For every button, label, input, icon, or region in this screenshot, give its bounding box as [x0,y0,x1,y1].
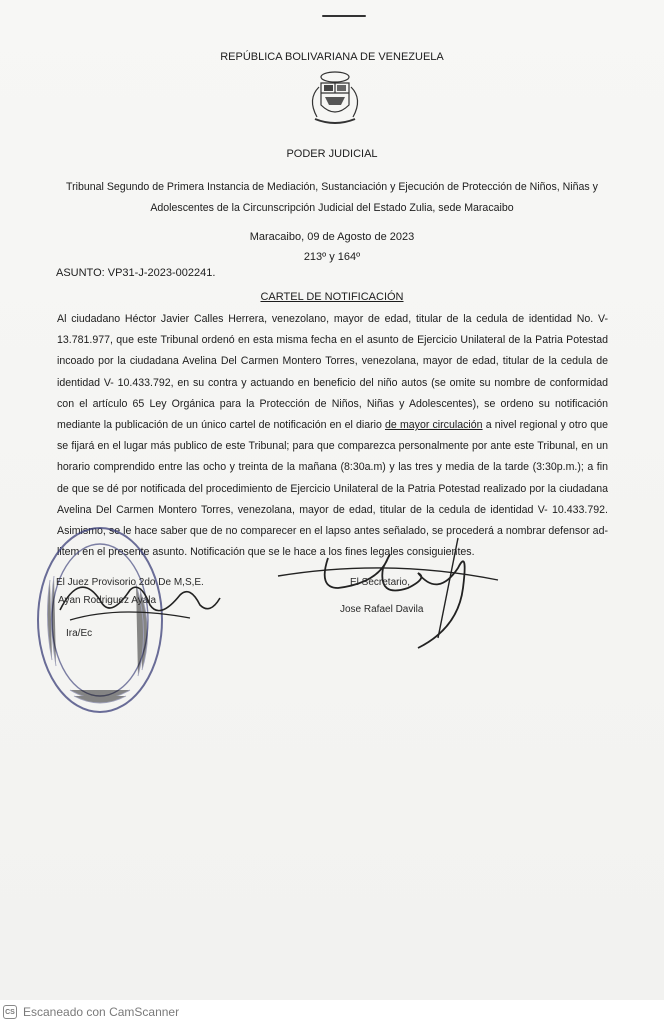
secretary-signature [268,528,508,658]
case-number: ASUNTO: VP31-J-2023-002241. [56,267,216,279]
tribunal-line-2: Adolescentes de la Circunscripción Judicial del Estado Zulia, sede Maracaibo [150,202,514,214]
scanner-footer [0,1000,664,1024]
branch-heading: PODER JUDICIAL [286,148,378,160]
scanner-watermark-text: Escaneado con CamScanner [23,1005,180,1019]
document-title [0,291,664,303]
document-title-text: CARTEL DE NOTIFICACIÓN [260,291,404,303]
body-text-part-1: Al ciudadano Héctor Javier Calles Herrera, venezolano, mayor de edad, titular de la cedula de identidad No. V- 13.781.977, que este Tribunal ordenó en esta misma fecha en el asunto de Ejercicio Unilateral de la Patria Potestad incoado por la ciudadana Avelina Del Carmen Montero Torres, venezolana, mayor de edad, titular de la cedula de identidad V- 10.433.792, en su contra y actuando en beneficio del niño autos (se omite su nombre de conformidad con el artículo 65 Ley Orgánica para la Protección de Niños, Niñas y Adolescentes), se ordeno su notificación mediante la publicación de un único cartel de notificación en el diario [57,313,608,432]
coat-of-arms-icon [299,69,371,129]
top-mark [322,15,366,17]
body-text-part-2: a nivel regional y otro que se fijará en el lugar más publico de este Tribunal; para que comparezca personalmente por ante este Tribunal, en un horario comprendido entre las ocho y treinta de la mañana (8:30a.m) y las tres y media de la tarde (3:30p.m.); a fin de que se dé por notificada del procedimiento de Ejercicio Unilateral de la Patria Potestad realizado por la ciudadana Avelina Del Carmen Montero Torres, venezolana, mayor de edad, titular de la cedula de identidad V- 10.433.792. Asimismo, se le hace saber que de no comparecer en el lapso antes señalado, se procederá a nombrar defensor ad-litem en el presente asunto. Notificación que se le hace a los fines legales consiguientes. [57,419,608,559]
camscanner-icon: CS [3,1005,17,1019]
secretary-label: El Secretario, [350,577,411,588]
typist-initials: Ira/Ec [66,628,93,639]
body-underlined-text: de mayor circulación [385,419,483,432]
place-date: Maracaibo, 09 de Agosto de 2023 [249,231,415,243]
judge-name: Ayan Rodriguez Ayala [58,595,157,606]
republic-heading: REPÚBLICA BOLIVARIANA DE VENEZUELA [220,51,444,63]
tribunal-line-1: Tribunal Segundo de Primera Instancia de Mediación, Sustanciación y Ejecución de Protección de Niños, Niñas y [66,181,598,193]
secretary-name: Jose Rafael Davila [340,604,424,615]
judge-label: El Juez Provisorio 2do De M,S,E. [56,577,204,588]
years-line: 213º y 164º [303,251,361,263]
